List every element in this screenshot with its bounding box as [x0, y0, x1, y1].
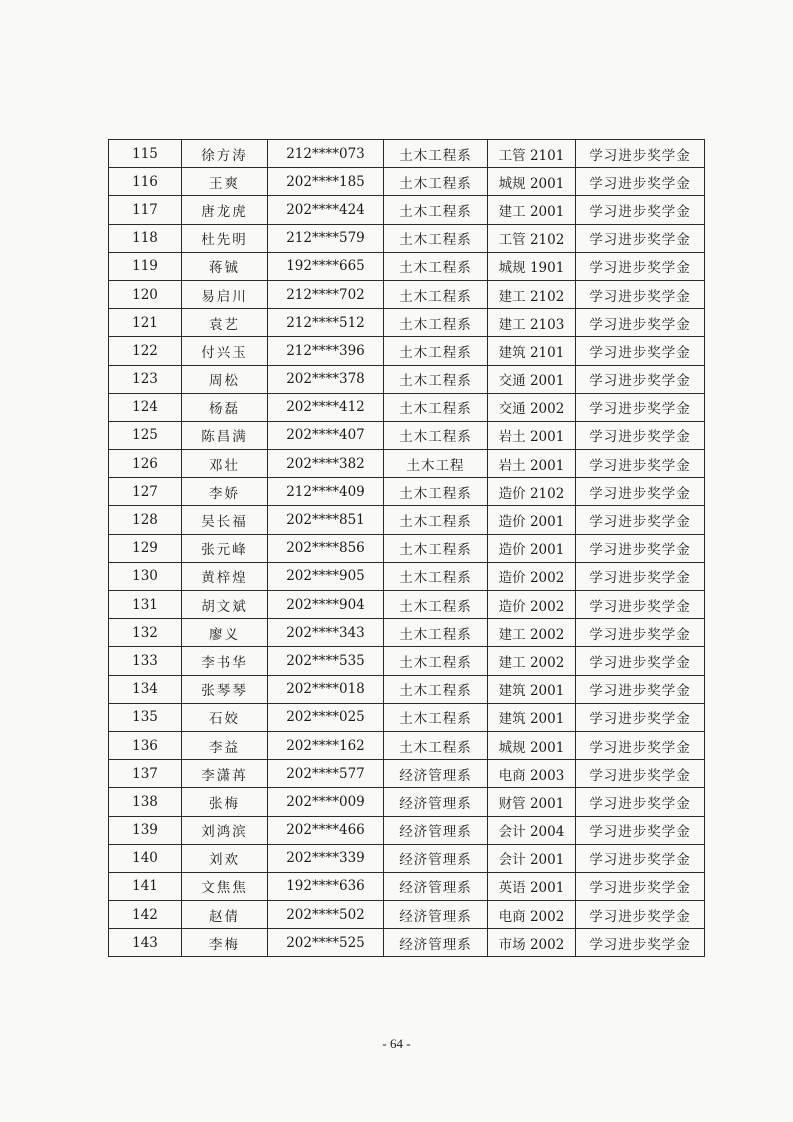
- student-id: 202****162: [268, 731, 384, 759]
- table-row: [109, 731, 705, 759]
- department: 土木工程系: [384, 309, 488, 337]
- table-row: [109, 450, 705, 478]
- class-name: 工管 2102: [488, 224, 576, 252]
- table-body: [109, 140, 705, 957]
- department: 经济管理系: [384, 872, 488, 900]
- award-type: 学习进步奖学金: [576, 309, 705, 337]
- student-name: 杜先明: [182, 224, 268, 252]
- class-name: 交通 2001: [488, 365, 576, 393]
- table-row: [109, 929, 705, 957]
- class-name: 电商 2002: [488, 901, 576, 929]
- award-type: 学习进步奖学金: [576, 760, 705, 788]
- row-number: 132: [109, 619, 182, 647]
- table-row: [109, 760, 705, 788]
- student-id: 202****424: [268, 196, 384, 224]
- student-name: 文焦焦: [182, 872, 268, 900]
- table-row: [109, 844, 705, 872]
- department: 经济管理系: [384, 816, 488, 844]
- table-row: [109, 562, 705, 590]
- award-type: 学习进步奖学金: [576, 224, 705, 252]
- student-id: 202****185: [268, 168, 384, 196]
- row-number: 143: [109, 929, 182, 957]
- row-number: 134: [109, 675, 182, 703]
- student-name: 李娇: [182, 478, 268, 506]
- student-name: 张梅: [182, 788, 268, 816]
- table-row: [109, 337, 705, 365]
- student-name: 付兴玉: [182, 337, 268, 365]
- table-row: [109, 309, 705, 337]
- student-id: 202****339: [268, 844, 384, 872]
- student-id: 202****904: [268, 591, 384, 619]
- class-name: 造价 2001: [488, 534, 576, 562]
- table-row: [109, 872, 705, 900]
- row-number: 118: [109, 224, 182, 252]
- award-type: 学习进步奖学金: [576, 365, 705, 393]
- class-name: 岩土 2001: [488, 450, 576, 478]
- student-id: 202****407: [268, 421, 384, 449]
- class-name: 市场 2002: [488, 929, 576, 957]
- award-type: 学习进步奖学金: [576, 140, 705, 168]
- student-id: 202****856: [268, 534, 384, 562]
- department: 土木工程系: [384, 478, 488, 506]
- award-type: 学习进步奖学金: [576, 591, 705, 619]
- row-number: 116: [109, 168, 182, 196]
- student-name: 吴长福: [182, 506, 268, 534]
- table-row: [109, 647, 705, 675]
- student-id: 192****636: [268, 872, 384, 900]
- student-name: 陈昌满: [182, 421, 268, 449]
- row-number: 115: [109, 140, 182, 168]
- department: 土木工程系: [384, 140, 488, 168]
- row-number: 128: [109, 506, 182, 534]
- student-id: 212****702: [268, 280, 384, 308]
- class-name: 建工 2002: [488, 647, 576, 675]
- award-type: 学习进步奖学金: [576, 901, 705, 929]
- row-number: 126: [109, 450, 182, 478]
- class-name: 建筑 2001: [488, 675, 576, 703]
- student-name: 黄梓煌: [182, 562, 268, 590]
- row-number: 121: [109, 309, 182, 337]
- award-type: 学习进步奖学金: [576, 675, 705, 703]
- award-type: 学习进步奖学金: [576, 534, 705, 562]
- student-name: 廖义: [182, 619, 268, 647]
- award-type: 学习进步奖学金: [576, 731, 705, 759]
- student-name: 石姣: [182, 703, 268, 731]
- row-number: 140: [109, 844, 182, 872]
- award-type: 学习进步奖学金: [576, 703, 705, 731]
- student-name: 唐龙虎: [182, 196, 268, 224]
- department: 土木工程: [384, 450, 488, 478]
- department: 土木工程系: [384, 506, 488, 534]
- class-name: 建工 2103: [488, 309, 576, 337]
- table-row: [109, 788, 705, 816]
- table-row: [109, 252, 705, 280]
- row-number: 136: [109, 731, 182, 759]
- student-name: 邓壮: [182, 450, 268, 478]
- table-row: [109, 168, 705, 196]
- department: 土木工程系: [384, 337, 488, 365]
- table-row: [109, 703, 705, 731]
- award-type: 学习进步奖学金: [576, 816, 705, 844]
- student-id: 212****579: [268, 224, 384, 252]
- award-type: 学习进步奖学金: [576, 872, 705, 900]
- table-row: [109, 901, 705, 929]
- student-name: 蒋铖: [182, 252, 268, 280]
- department: 经济管理系: [384, 788, 488, 816]
- student-name: 赵倩: [182, 901, 268, 929]
- student-name: 易启川: [182, 280, 268, 308]
- award-type: 学习进步奖学金: [576, 788, 705, 816]
- student-id: 202****378: [268, 365, 384, 393]
- class-name: 造价 2002: [488, 591, 576, 619]
- student-id: 202****535: [268, 647, 384, 675]
- department: 土木工程系: [384, 280, 488, 308]
- department: 土木工程系: [384, 196, 488, 224]
- row-number: 123: [109, 365, 182, 393]
- department: 土木工程系: [384, 619, 488, 647]
- student-name: 胡文斌: [182, 591, 268, 619]
- class-name: 电商 2003: [488, 760, 576, 788]
- award-type: 学习进步奖学金: [576, 280, 705, 308]
- class-name: 岩土 2001: [488, 421, 576, 449]
- department: 土木工程系: [384, 675, 488, 703]
- class-name: 造价 2102: [488, 478, 576, 506]
- class-name: 英语 2001: [488, 872, 576, 900]
- award-type: 学习进步奖学金: [576, 393, 705, 421]
- student-id: 192****665: [268, 252, 384, 280]
- table-row: [109, 506, 705, 534]
- department: 土木工程系: [384, 731, 488, 759]
- student-name: 王爽: [182, 168, 268, 196]
- table-row: [109, 196, 705, 224]
- department: 经济管理系: [384, 760, 488, 788]
- student-id: 202****382: [268, 450, 384, 478]
- class-name: 建工 2002: [488, 619, 576, 647]
- award-type: 学习进步奖学金: [576, 337, 705, 365]
- award-type: 学习进步奖学金: [576, 168, 705, 196]
- student-id: 202****577: [268, 760, 384, 788]
- award-type: 学习进步奖学金: [576, 562, 705, 590]
- student-id: 202****525: [268, 929, 384, 957]
- department: 经济管理系: [384, 901, 488, 929]
- award-type: 学习进步奖学金: [576, 506, 705, 534]
- department: 土木工程系: [384, 224, 488, 252]
- department: 土木工程系: [384, 365, 488, 393]
- table-row: [109, 675, 705, 703]
- department: 土木工程系: [384, 534, 488, 562]
- student-id: 202****502: [268, 901, 384, 929]
- department: 土木工程系: [384, 647, 488, 675]
- page-number: - 64 -: [382, 1036, 411, 1051]
- row-number: 117: [109, 196, 182, 224]
- class-name: 财管 2001: [488, 788, 576, 816]
- award-type: 学习进步奖学金: [576, 450, 705, 478]
- class-name: 建筑 2001: [488, 703, 576, 731]
- award-type: 学习进步奖学金: [576, 647, 705, 675]
- row-number: 129: [109, 534, 182, 562]
- student-name: 张琴琴: [182, 675, 268, 703]
- student-id: 202****018: [268, 675, 384, 703]
- class-name: 建工 2001: [488, 196, 576, 224]
- student-id: 202****025: [268, 703, 384, 731]
- scholarship-table: [108, 139, 705, 957]
- row-number: 131: [109, 591, 182, 619]
- row-number: 130: [109, 562, 182, 590]
- student-name: 李潇苒: [182, 760, 268, 788]
- department: 土木工程系: [384, 252, 488, 280]
- table-row: [109, 478, 705, 506]
- student-id: 212****396: [268, 337, 384, 365]
- student-id: 212****512: [268, 309, 384, 337]
- row-number: 120: [109, 280, 182, 308]
- table-row: [109, 393, 705, 421]
- student-name: 刘欢: [182, 844, 268, 872]
- student-name: 张元峰: [182, 534, 268, 562]
- class-name: 建筑 2101: [488, 337, 576, 365]
- department: 经济管理系: [384, 929, 488, 957]
- class-name: 城规 2001: [488, 168, 576, 196]
- table-row: [109, 591, 705, 619]
- student-name: 李梅: [182, 929, 268, 957]
- department: 土木工程系: [384, 421, 488, 449]
- class-name: 城规 2001: [488, 731, 576, 759]
- row-number: 135: [109, 703, 182, 731]
- student-id: 212****073: [268, 140, 384, 168]
- class-name: 会计 2004: [488, 816, 576, 844]
- student-id: 202****851: [268, 506, 384, 534]
- class-name: 工管 2101: [488, 140, 576, 168]
- student-id: 202****412: [268, 393, 384, 421]
- award-type: 学习进步奖学金: [576, 196, 705, 224]
- student-name: 袁艺: [182, 309, 268, 337]
- department: 土木工程系: [384, 168, 488, 196]
- table-row: [109, 280, 705, 308]
- student-name: 杨磊: [182, 393, 268, 421]
- row-number: 122: [109, 337, 182, 365]
- row-number: 137: [109, 760, 182, 788]
- row-number: 125: [109, 421, 182, 449]
- class-name: 建工 2102: [488, 280, 576, 308]
- class-name: 会计 2001: [488, 844, 576, 872]
- award-type: 学习进步奖学金: [576, 252, 705, 280]
- row-number: 119: [109, 252, 182, 280]
- student-id: 202****343: [268, 619, 384, 647]
- table-row: [109, 421, 705, 449]
- department: 土木工程系: [384, 591, 488, 619]
- award-type: 学习进步奖学金: [576, 844, 705, 872]
- award-type: 学习进步奖学金: [576, 929, 705, 957]
- award-type: 学习进步奖学金: [576, 421, 705, 449]
- row-number: 138: [109, 788, 182, 816]
- table-row: [109, 224, 705, 252]
- table-row: [109, 365, 705, 393]
- table-row: [109, 619, 705, 647]
- row-number: 133: [109, 647, 182, 675]
- student-id: 202****905: [268, 562, 384, 590]
- row-number: 127: [109, 478, 182, 506]
- student-name: 周松: [182, 365, 268, 393]
- award-type: 学习进步奖学金: [576, 619, 705, 647]
- department: 土木工程系: [384, 562, 488, 590]
- class-name: 造价 2001: [488, 506, 576, 534]
- student-id: 212****409: [268, 478, 384, 506]
- student-id: 202****009: [268, 788, 384, 816]
- table-row: [109, 140, 705, 168]
- class-name: 造价 2002: [488, 562, 576, 590]
- class-name: 城规 1901: [488, 252, 576, 280]
- department: 土木工程系: [384, 703, 488, 731]
- student-name: 徐方涛: [182, 140, 268, 168]
- department: 经济管理系: [384, 844, 488, 872]
- class-name: 交通 2002: [488, 393, 576, 421]
- row-number: 141: [109, 872, 182, 900]
- department: 土木工程系: [384, 393, 488, 421]
- row-number: 142: [109, 901, 182, 929]
- student-id: 202****466: [268, 816, 384, 844]
- student-name: 刘鸿滨: [182, 816, 268, 844]
- table-row: [109, 816, 705, 844]
- row-number: 139: [109, 816, 182, 844]
- table-row: [109, 534, 705, 562]
- row-number: 124: [109, 393, 182, 421]
- award-type: 学习进步奖学金: [576, 478, 705, 506]
- student-name: 李益: [182, 731, 268, 759]
- student-name: 李书华: [182, 647, 268, 675]
